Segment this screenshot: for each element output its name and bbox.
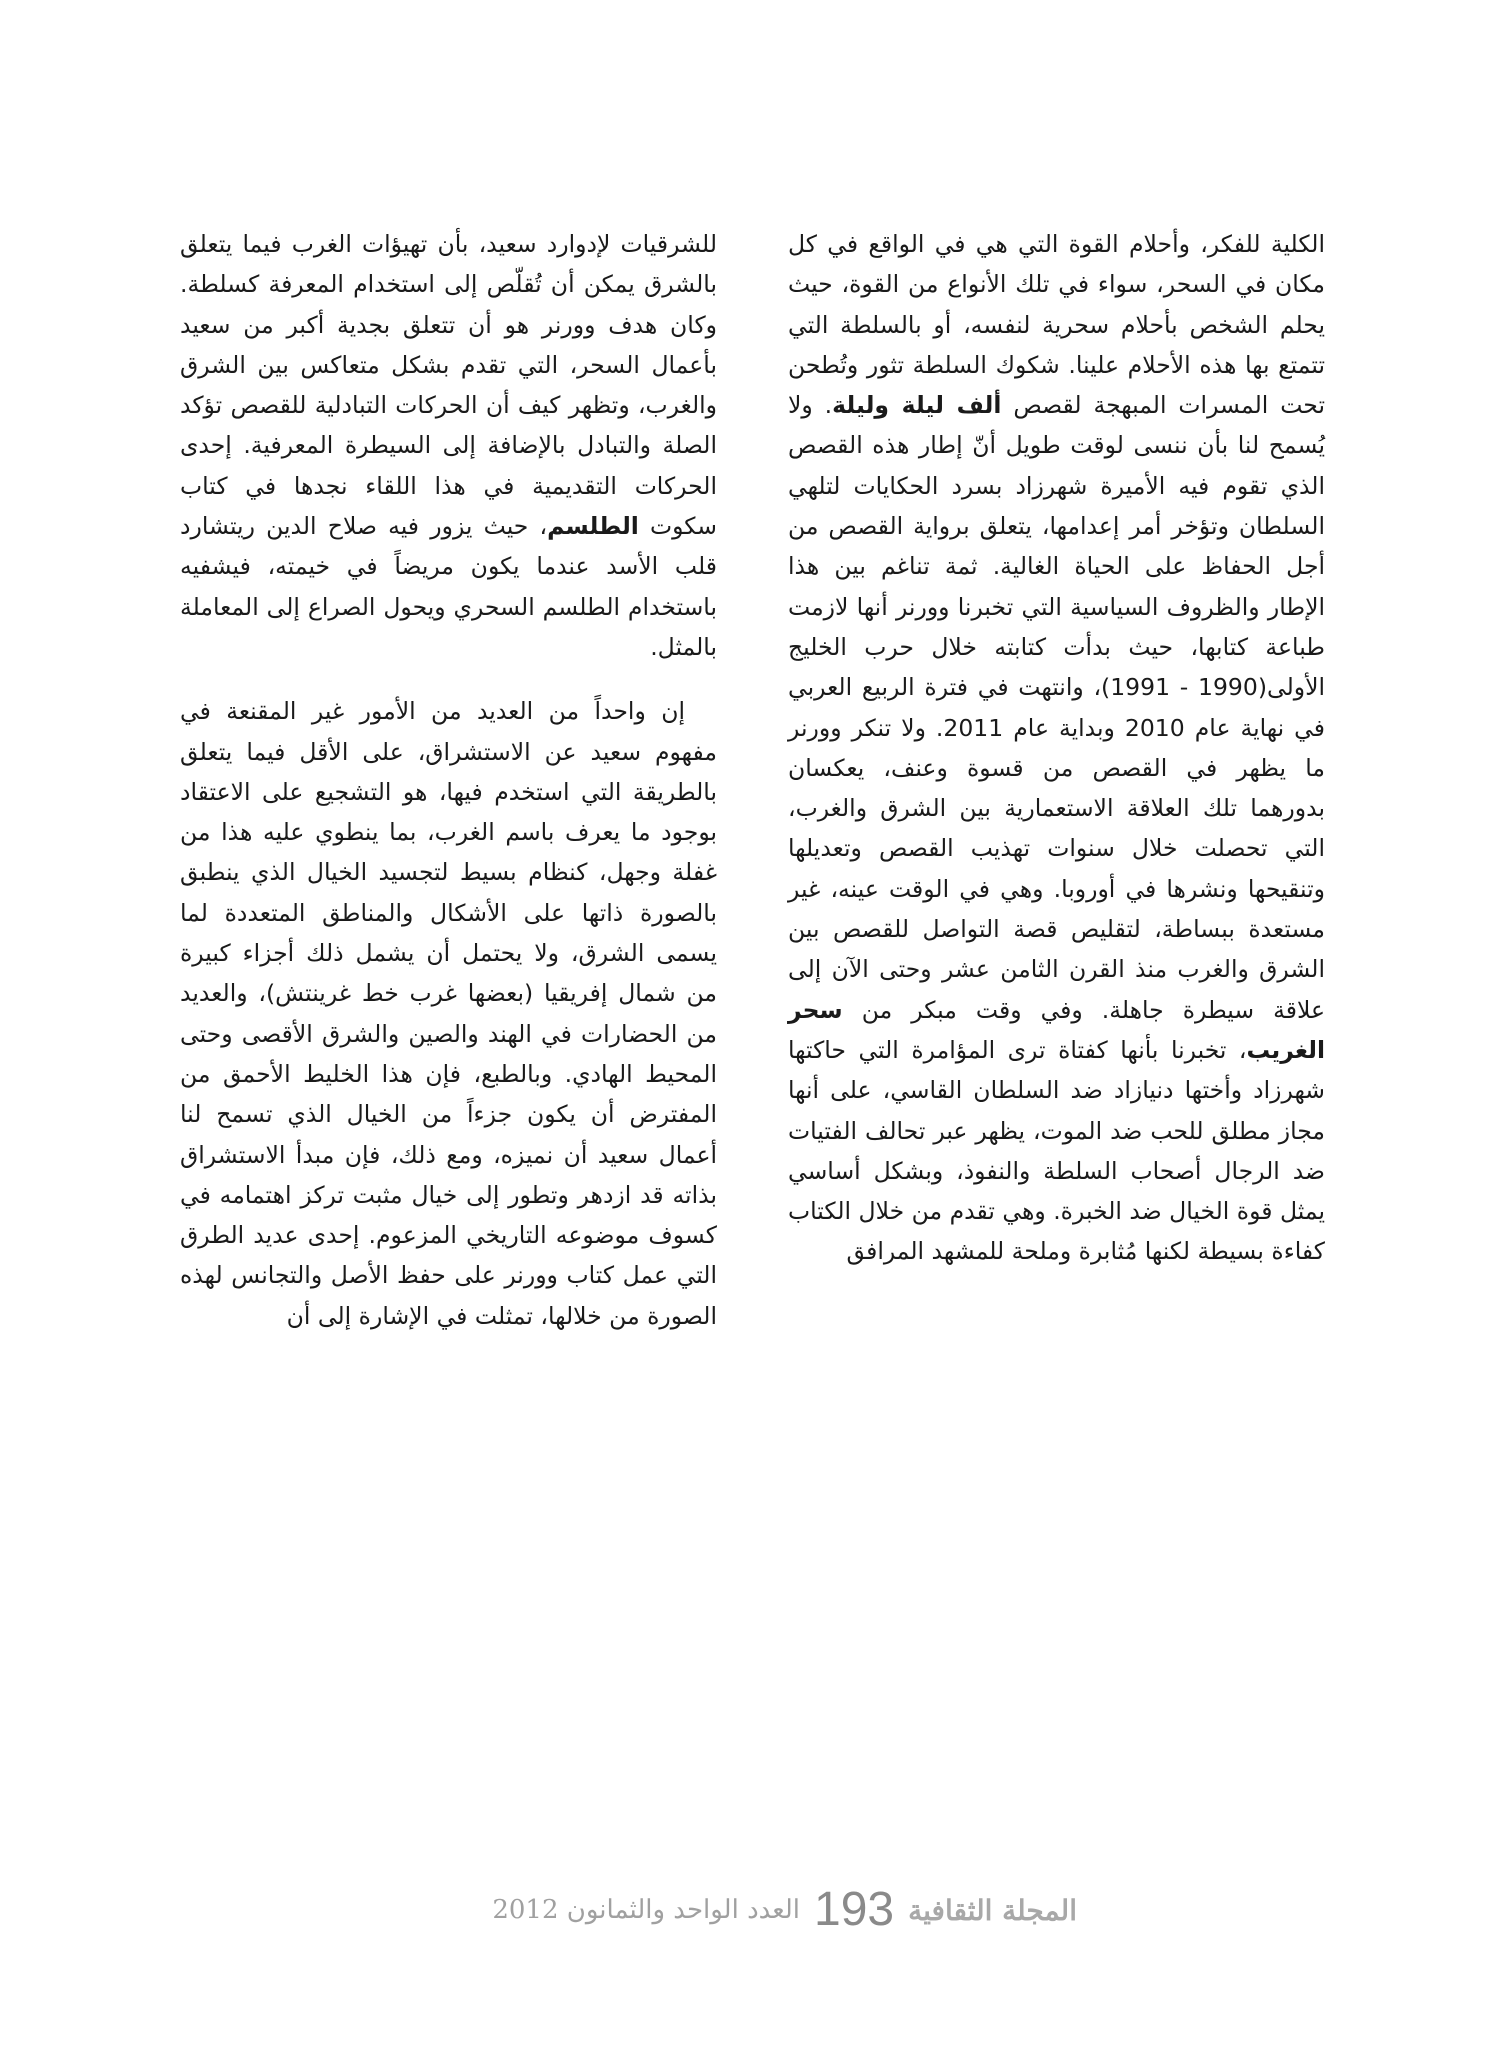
issue-label: العدد الواحد والثمانون 2012: [492, 1895, 800, 1925]
book-title-emphasis: سحر الغريب: [788, 995, 1325, 1064]
paragraph-text: ، تخبرنا بأنها كفتاة ترى المؤامرة التي حاكتها شهرزاد وأختها دنيازاد ضد السلطان القاسي، على أنها مجاز مطلق للحب ضد الموت، يظهر عبر تحالف الفتيات ضد الرجال أصحاب السلطة والنفوذ، وبشكل أساسي يمثل قوة الخيال ضد الخبرة. وهي تقدم من خلال الكتاب كفاءة بسيطة لكنها مُثابرة وملحة للمشهد المرافق: [788, 1035, 1325, 1266]
paragraph: [788, 224, 1325, 1272]
book-title-emphasis: الطلسم: [547, 512, 639, 541]
magazine-name: المجلة الثقافية: [908, 1893, 1077, 1927]
page-number: 193: [814, 1883, 895, 1936]
paragraph-text: للشرقيات لإدوارد سعيد، بأن تهيؤات الغرب فيما يتعلق بالشرق يمكن أن تُقلّص إلى استخدام المعرفة كسلطة. وكان هدف وورنر هو أن تتعلق بجدية أكبر من سعيد بأعمال السحر، التي تقدم بشكل متعاكس بين الشرق والغرب، وتظهر كيف أن الحركات التبادلية للقصص تؤكد الصلة والتبادل بالإضافة إلى السيطرة المعرفية. إحدى الحركات التقديمية في هذا اللقاء نجدها في كتاب سكوت: [180, 230, 717, 541]
text-column-left: [180, 224, 717, 1336]
page-footer: [0, 1880, 1497, 1940]
paragraph: [180, 224, 717, 667]
paragraph-text: إن واحداً من العديد من الأمور غير المقنعة في مفهوم سعيد عن الاستشراق، على الأقل فيما يتعلق بالطريقة التي استخدم فيها، هو التشجيع على الاعتقاد بوجود ما يعرف باسم الغرب، بما ينطوي عليه هذا من غفلة وجهل، كنظام بسيط لتجسيد الخيال الذي ينطبق بالصورة ذاتها على الأشكال والمناطق المتعددة لما يسمى الشرق، ولا يحتمل أن يشمل ذلك أجزاء كبيرة من شمال إفريقيا (بعضها غرب خط غرينتش)، والعديد من الحضارات في الهند والصين والشرق الأقصى وحتى المحيط الهادي. وبالطبع، فإن هذا الخليط الأحمق من المفترض أن يكون جزءاً من الخيال الذي تسمح لنا أعمال سعيد أن نميزه، ومع ذلك، فإن مبدأ الاستشراق بذاته قد ازدهر وتطور إلى خيال مثبت تركز اهتمامه في كسوف موضوعه التاريخي المزعوم. إحدى عديد الطرق التي عمل كتاب وورنر على حفظ الأصل والتجانس لهذه الصورة من خلالها، تمثلت في الإشارة إلى أن: [180, 697, 717, 1330]
paragraph-text: الكلية للفكر، وأحلام القوة التي هي في الواقع في كل مكان في السحر، سواء في تلك الأنواع من القوة، حيث يحلم الشخص بأحلام سحرية لنفسه، أو بالسلطة التي تتمتع بها هذه الأحلام علينا. شكوك السلطة تثور وتُطحن تحت المسرات المبهجة لقصص: [788, 230, 1325, 420]
paragraph-text: ، حيث يزور فيه صلاح الدين ريتشارد قلب الأسد عندما يكون مريضاً في خيمته، فيشفيه باستخدام الطلسم السحري ويحول الصراع إلى المعاملة بالمثل.: [180, 512, 717, 661]
book-title-emphasis: ألف ليلة وليلة: [832, 391, 1002, 420]
paragraph: [180, 691, 717, 1336]
text-column-right: [788, 224, 1325, 1272]
paragraph-text: . ولا يُسمح لنا بأن ننسى لوقت طويل أنّ إطار هذه القصص الذي تقوم فيه الأميرة شهرزاد بسرد الحكايات لتلهي السلطان وتؤخر أمر إعدامها، يتعلق برواية القصص من أجل الحفاظ على الحياة الغالية. ثمة تناغم بين هذا الإطار والظروف السياسية التي تخبرنا وورنر أنها لازمت طباعة كتابها، حيث بدأت كتابته خلال حرب الخليج الأولى(1990 - 1991)، وانتهت في فترة الربيع العربي في نهاية عام 2010 وبداية عام 2011. ولا تنكر وورنر ما يظهر في القصص من قسوة وعنف، يعكسان بدورهما تلك العلاقة الاستعمارية بين الشرق والغرب، التي تحصلت خلال سنوات تهذيب القصص وتعديلها وتنقيحها ونشرها في أوروبا. وهي في الوقت عينه، غير مستعدة ببساطة، لتقليص قصة التواصل للقصص بين الشرق والغرب منذ القرن الثامن عشر وحتى الآن إلى علاقة سيطرة جاهلة. وفي وقت مبكر من: [788, 391, 1326, 1024]
